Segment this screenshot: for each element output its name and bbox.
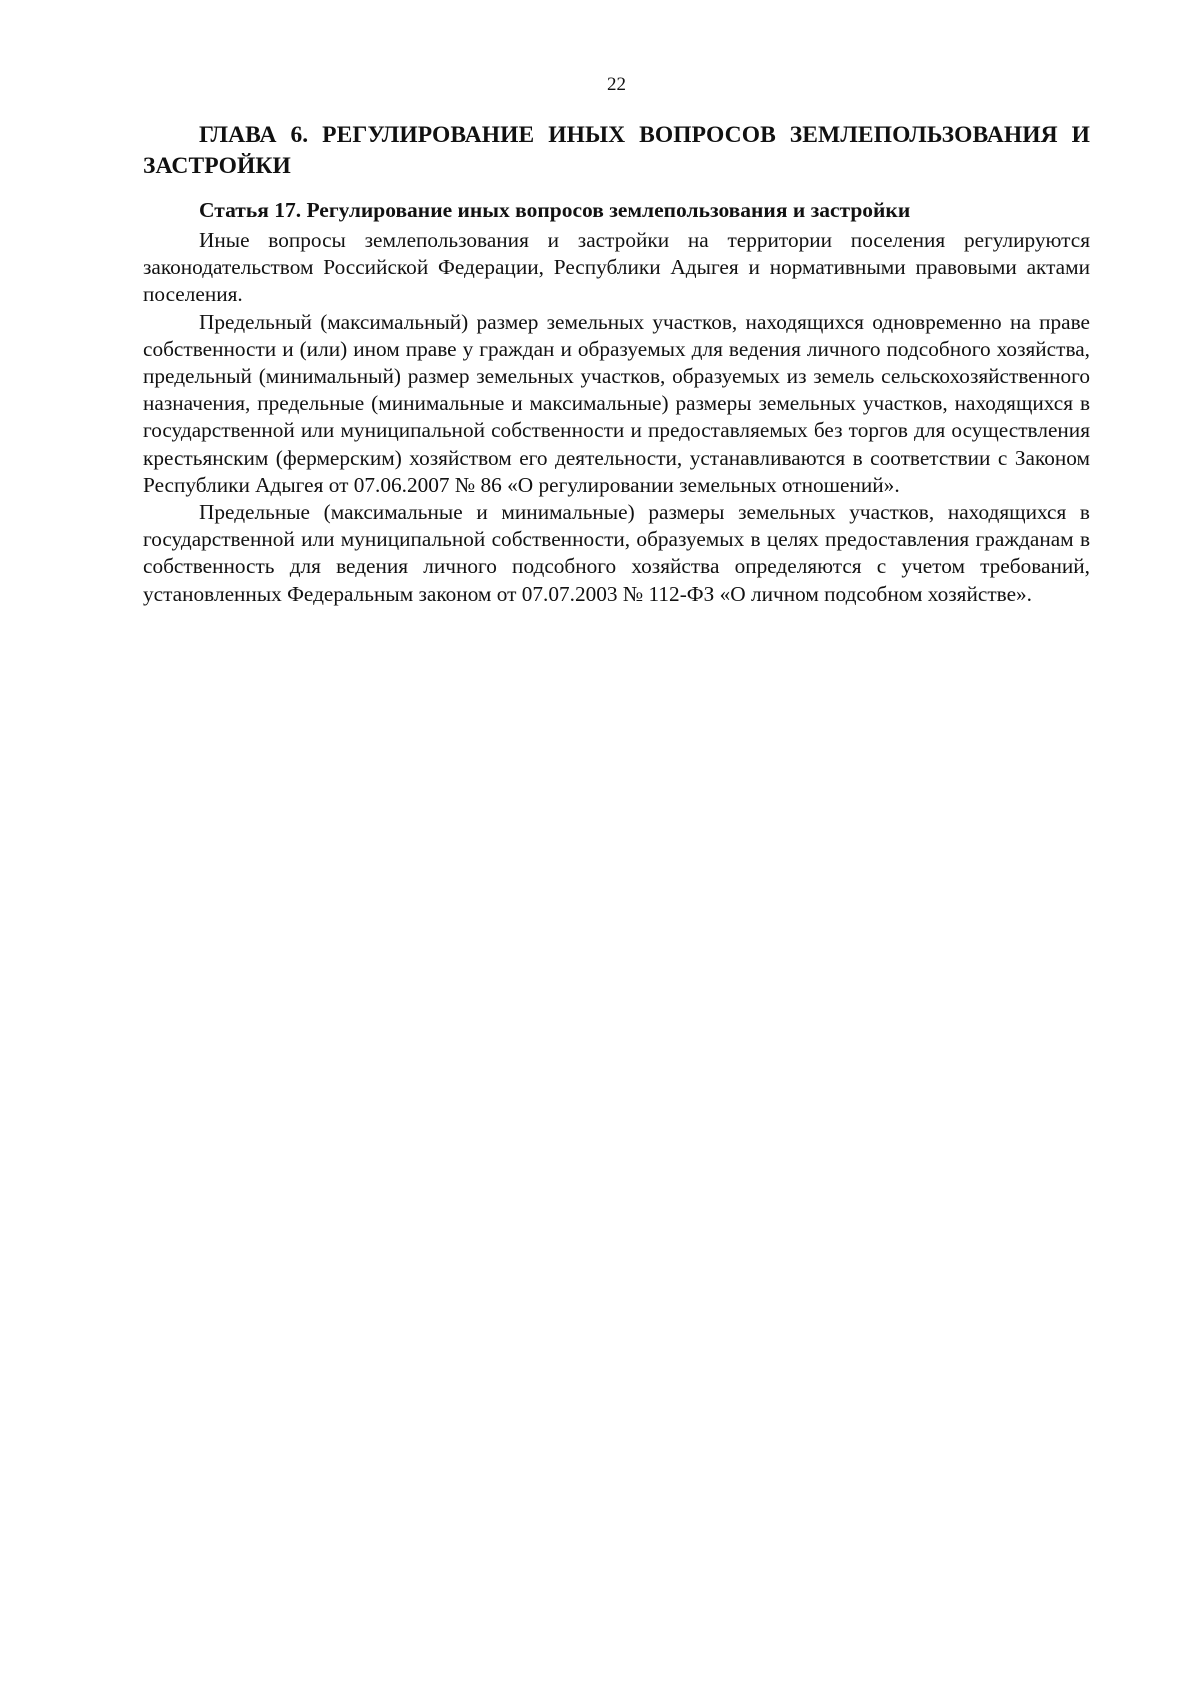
page-number: 22 bbox=[607, 74, 626, 95]
article-title: Статья 17. Регулирование иных вопросов землепользования и застройки bbox=[199, 198, 911, 222]
paragraph-1: Иные вопросы землепользования и застройки на территории поселения регулируются законодательством Российской Федерации, Республики Адыгея и нормативными правовыми актами поселения. bbox=[143, 228, 1090, 307]
chapter-title: ГЛАВА 6. РЕГУЛИРОВАНИЕ ИНЫХ ВОПРОСОВ ЗЕМЛЕПОЛЬЗОВАНИЯ И ЗАСТРОЙКИ bbox=[143, 122, 1090, 179]
article-body bbox=[143, 227, 1090, 608]
paragraph-2: Предельный (максимальный) размер земельных участков, находящихся одновременно на праве собственности и (или) ином праве у граждан и образуемых для ведения личного подсобного хозяйства, предельный (минимальный) размер земельных участков, образуемых из земель сельскохозяйственного назначения, предельные (минимальные и максимальные) размеры земельных участков, находящихся в государственной или муниципальной собственности и предоставляемых без торгов для осуществления крестьянским (фермерским) хозяйством его деятельности, устанавливаются в соответствии с Законом Республики Адыгея от 07.06.2007 № 86 «О регулировании земельных отношений». bbox=[143, 309, 1090, 497]
paragraph-3: Предельные (максимальные и минимальные) размеры земельных участков, находящихся в государственной или муниципальной собственности, образуемых в целях предоставления гражданам в собственность для ведения личного подсобного хозяйства определяются с учетом требований, установленных Федеральным законом от 07.07.2003 № 112-ФЗ «О личном подсобном хозяйстве». bbox=[143, 500, 1090, 606]
